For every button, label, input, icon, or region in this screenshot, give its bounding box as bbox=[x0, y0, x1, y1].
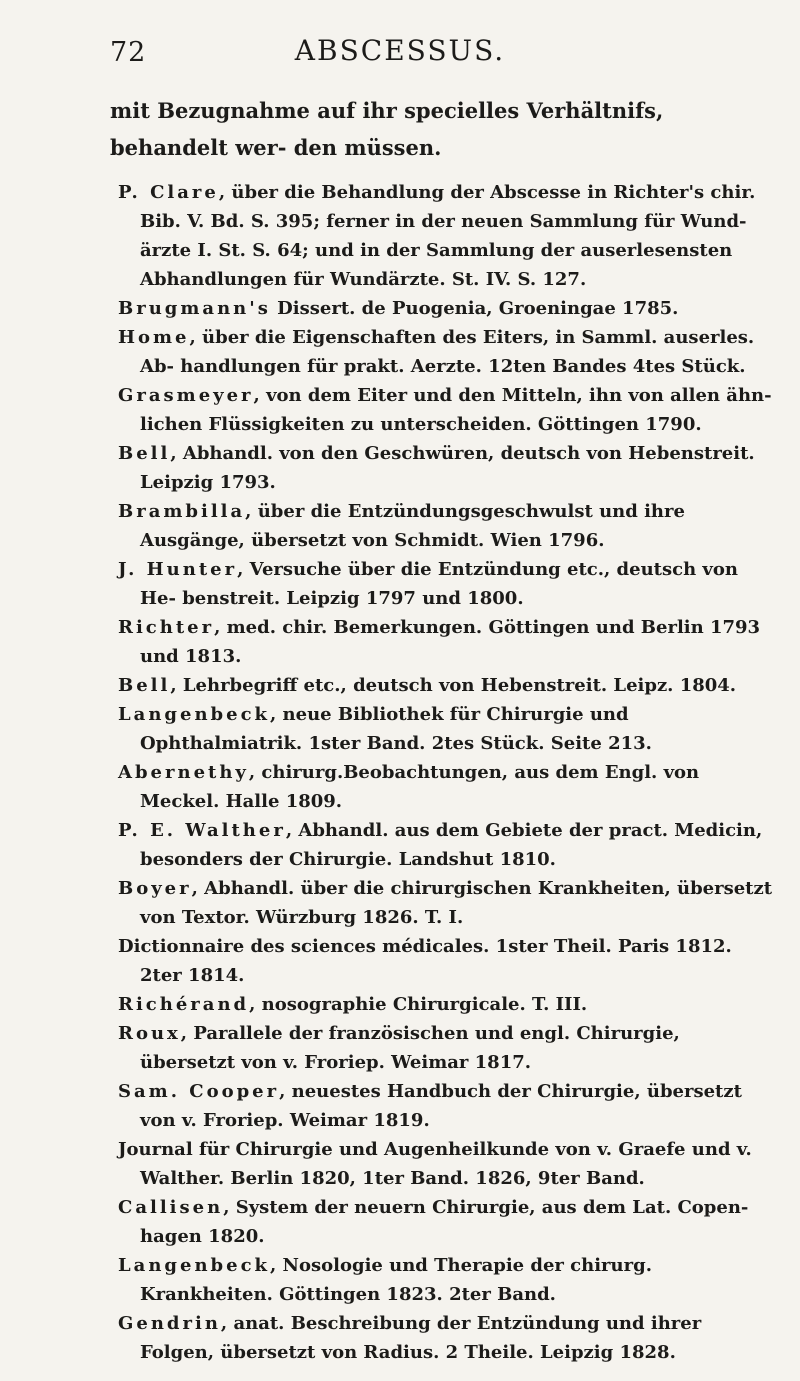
reference-text: , über die Entzündungsgeschwulst und ihre Ausgänge, übersetzt von Schmidt. Wien 1796. bbox=[140, 501, 685, 551]
reference-entry bbox=[118, 1309, 773, 1367]
reference-entry bbox=[118, 932, 773, 990]
reference-author: Richter bbox=[118, 617, 215, 638]
reference-text: , chirurg.Beobachtungen, aus dem Engl. von Meckel. Halle 1809. bbox=[140, 762, 700, 812]
reference-author: Brugmann's bbox=[118, 298, 271, 319]
reference-author: P. Clare bbox=[118, 182, 219, 203]
reference-entry bbox=[118, 555, 773, 613]
reference-entry bbox=[118, 323, 773, 381]
reference-author: Grasmeyer bbox=[118, 385, 254, 406]
reference-text: , von dem Eiter und den Mitteln, ihn von allen ähn- lichen Flüssigkeiten zu unterscheiden. Göttingen 1790. bbox=[140, 385, 772, 435]
reference-entry bbox=[118, 1077, 773, 1135]
reference-author: Bell bbox=[118, 675, 171, 696]
reference-text: , nosographie Chirurgicale. T. III. bbox=[249, 994, 588, 1015]
reference-entry bbox=[118, 439, 773, 497]
reference-author: Bell bbox=[118, 443, 171, 464]
reference-text: , Versuche über die Entzündung etc., deutsch von He- benstreit. Leipzig 1797 und 1800. bbox=[140, 559, 738, 609]
reference-text: , Lehrbegriff etc., deutsch von Hebenstreit. Leipz. 1804. bbox=[170, 675, 737, 696]
reference-text: Dissert. de Puogenia, Groeningae 1785. bbox=[270, 298, 679, 319]
reference-entry bbox=[118, 1019, 773, 1077]
reference-text: , über die Behandlung der Abscesse in Richter's chir. Bib. V. Bd. S. 395; ferner in der neuen Sammlung für Wund- ärzte I. St. S. 64; und in der Sammlung der auserlesensten Abhandlungen für Wundärzte. St. IV. S. 127. bbox=[140, 182, 756, 290]
reference-list bbox=[118, 178, 773, 1367]
reference-author: Langenbeck bbox=[118, 1255, 271, 1276]
reference-entry bbox=[118, 294, 773, 323]
reference-author: Sam. Cooper bbox=[118, 1081, 280, 1102]
reference-text: , Parallele der französischen und engl. Chirurgie, übersetzt von v. Froriep. Weimar 1817. bbox=[140, 1023, 680, 1073]
reference-entry bbox=[118, 1135, 773, 1193]
reference-text: , Abhandl. aus dem Gebiete der pract. Medicin, besonders der Chirurgie. Landshut 1810. bbox=[140, 820, 763, 870]
reference-text: , neue Bibliothek für Chirurgie und Ophthalmiatrik. 1ster Band. 2tes Stück. Seite 213. bbox=[140, 704, 652, 754]
reference-text: , anat. Beschreibung der Entzündung und ihrer Folgen, übersetzt von Radius. 2 Theile. Leipzig 1828. bbox=[140, 1313, 702, 1363]
reference-author: Abernethy bbox=[118, 762, 249, 783]
reference-author: P. E. Walther bbox=[118, 820, 286, 841]
reference-author: Home bbox=[118, 327, 190, 348]
reference-author: Richérand bbox=[118, 994, 250, 1015]
reference-author: Callisen bbox=[118, 1197, 224, 1218]
reference-text: , Abhandl. über die chirurgischen Krankheiten, übersetzt von Textor. Würzburg 1826. T. I. bbox=[140, 878, 773, 928]
reference-text: , über die Eigenschaften des Eiters, in Samml. auserles. Ab- handlungen für prakt. Aerzte. 12ten Bandes 4tes Stück. bbox=[140, 327, 755, 377]
reference-entry bbox=[118, 671, 773, 700]
reference-author: J. Hunter bbox=[118, 559, 238, 580]
reference-entry bbox=[118, 700, 773, 758]
reference-entry bbox=[118, 613, 773, 671]
reference-author: Roux bbox=[118, 1023, 181, 1044]
reference-entry bbox=[118, 497, 773, 555]
reference-author: Gendrin bbox=[118, 1313, 221, 1334]
reference-entry bbox=[118, 816, 773, 874]
reference-entry bbox=[118, 1193, 773, 1251]
reference-entry bbox=[118, 178, 773, 294]
reference-entry bbox=[118, 874, 773, 932]
reference-entry bbox=[118, 381, 773, 439]
reference-text: , Abhandl. von den Geschwüren, deutsch von Hebenstreit. Leipzig 1793. bbox=[140, 443, 755, 493]
reference-entry bbox=[118, 1251, 773, 1309]
reference-author: Brambilla bbox=[118, 501, 246, 522]
reference-text: , med. chir. Bemerkungen. Göttingen und Berlin 1793 und 1813. bbox=[140, 617, 761, 667]
reference-author: Boyer bbox=[118, 878, 192, 899]
reference-text: , neuestes Handbuch der Chirurgie, übersetzt von v. Froriep. Weimar 1819. bbox=[140, 1081, 742, 1131]
reference-entry bbox=[118, 758, 773, 816]
page-number: 72 bbox=[110, 37, 147, 68]
reference-entry bbox=[118, 990, 773, 1019]
intro-paragraph: mit Bezugnahme auf ihr specielles Verhältnifs, behandelt wer- den müssen. bbox=[110, 98, 664, 160]
reference-text: , Nosologie und Therapie der chirurg. Krankheiten. Göttingen 1823. 2ter Band. bbox=[140, 1255, 652, 1305]
reference-text: Journal für Chirurgie und Augenheilkunde von v. Graefe und v. Walther. Berlin 1820, 1ter Band. 1826, 9ter Band. bbox=[118, 1139, 752, 1189]
reference-text: Dictionnaire des sciences médicales. 1ster Theil. Paris 1812. 2ter 1814. bbox=[118, 936, 732, 986]
reference-author: Langenbeck bbox=[118, 704, 271, 725]
running-head: ABSCESSUS. bbox=[294, 34, 506, 67]
reference-text: , System der neuern Chirurgie, aus dem Lat. Copen- hagen 1820. bbox=[140, 1197, 749, 1247]
